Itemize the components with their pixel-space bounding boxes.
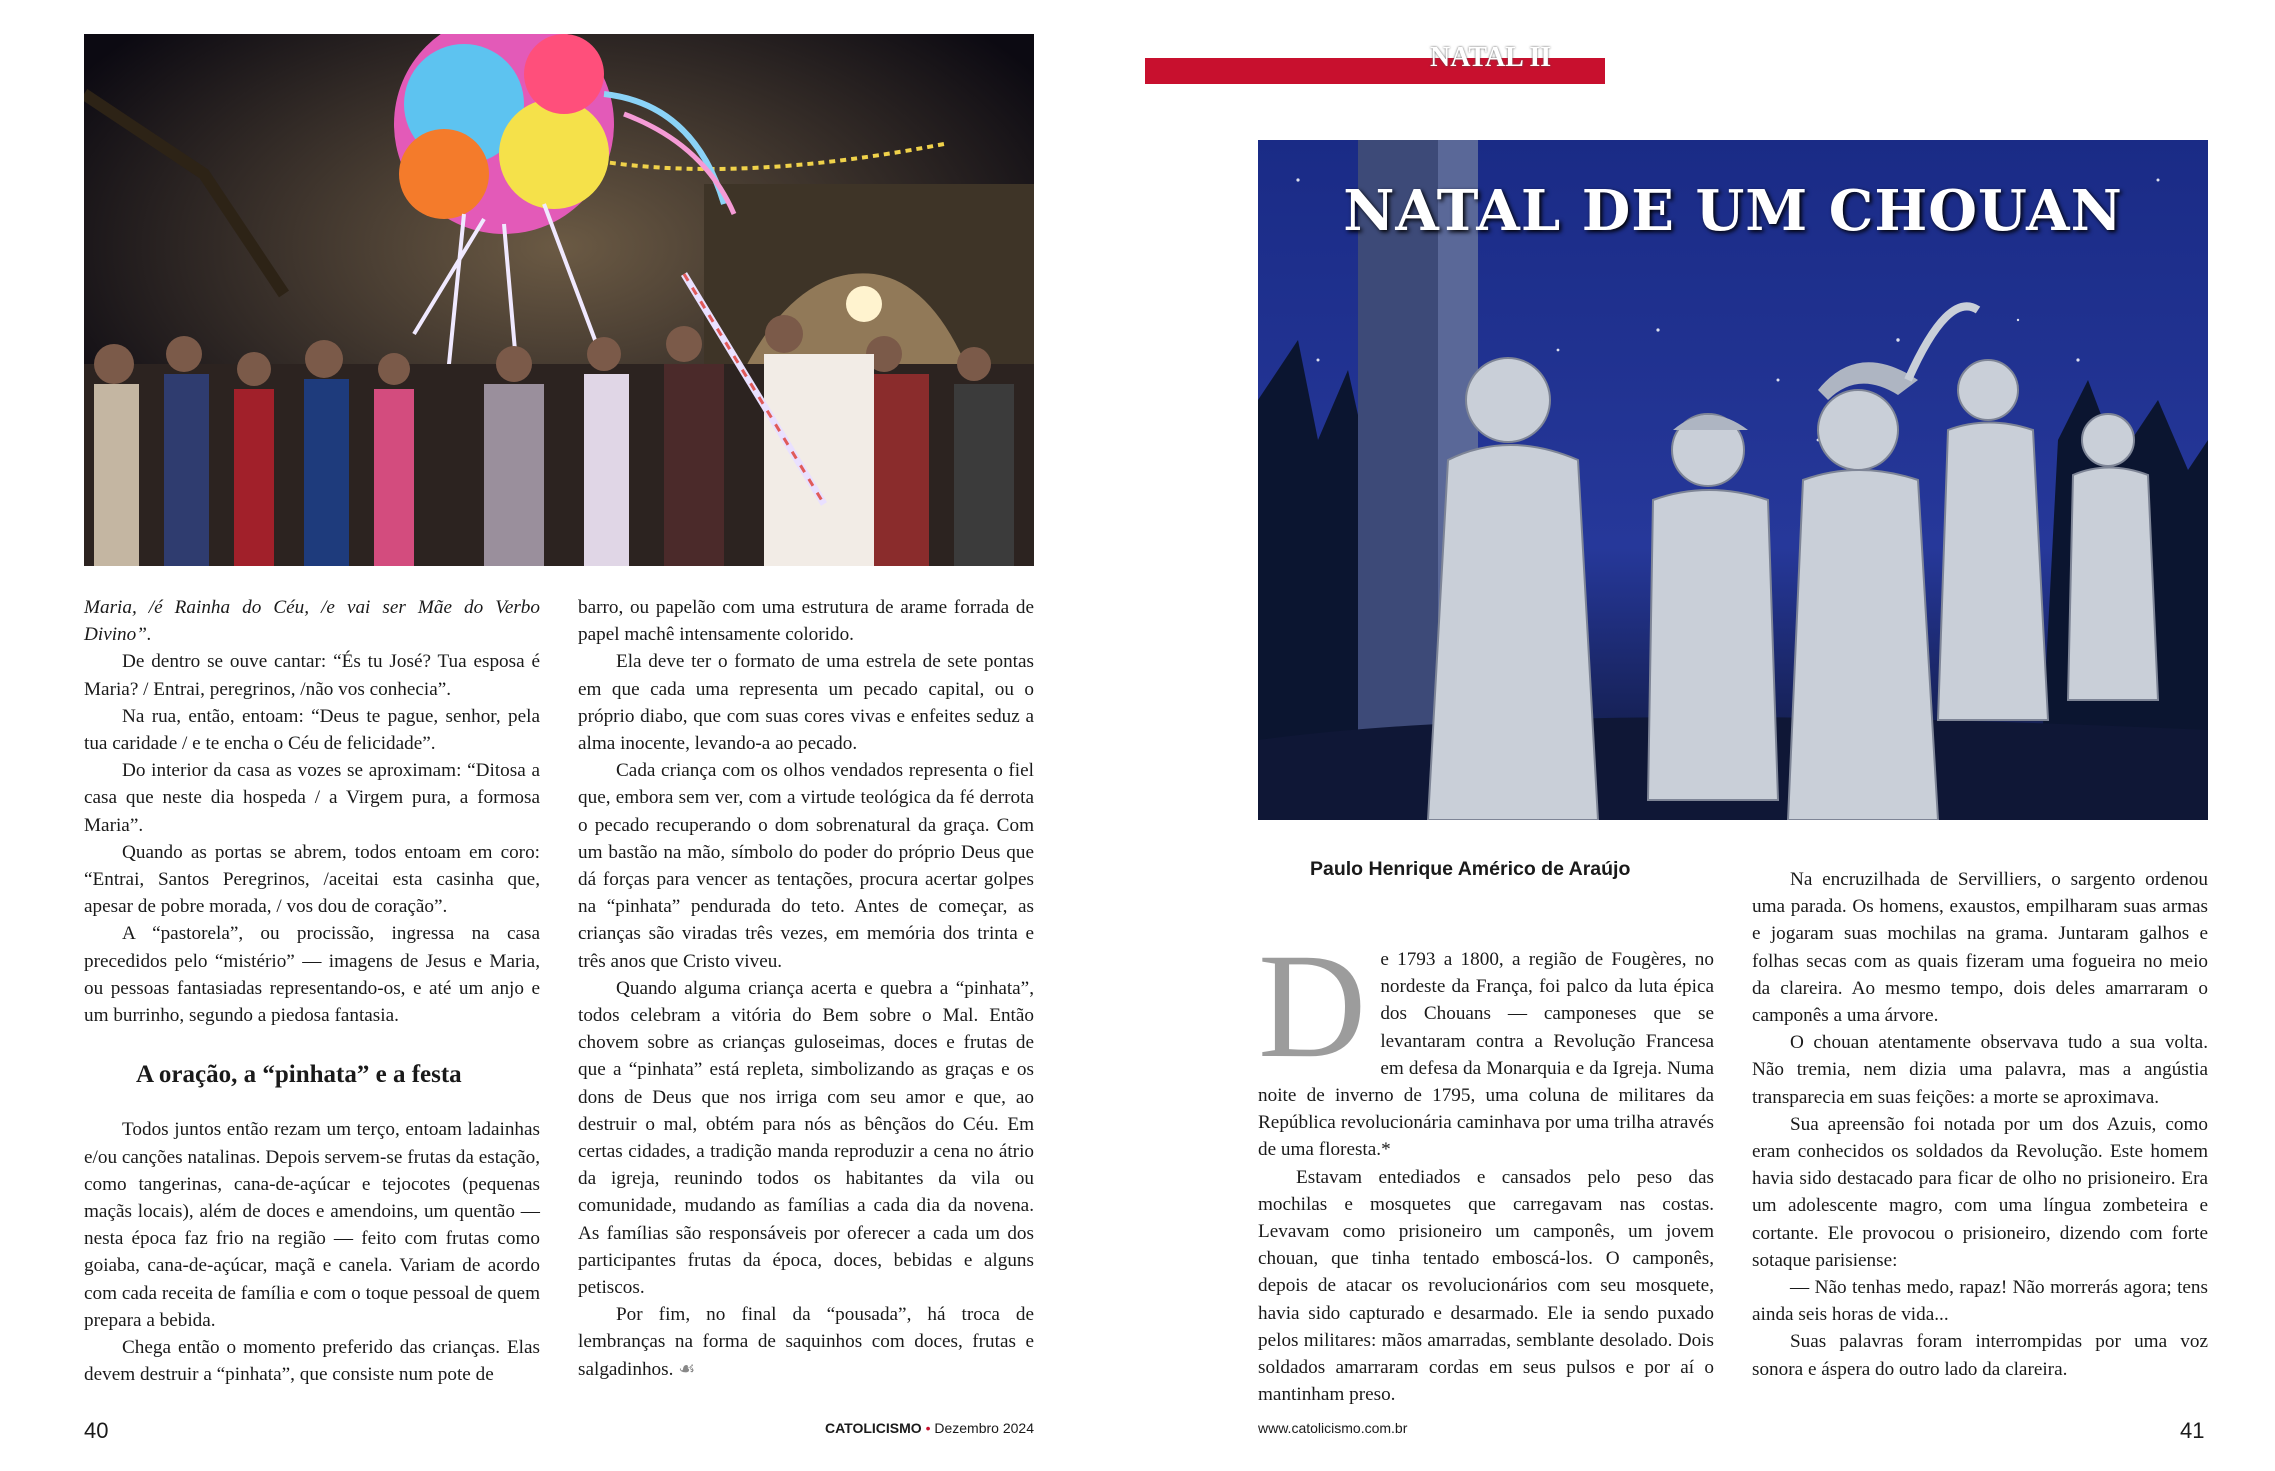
paragraph: Sua apreensão foi notada por um dos Azuis, como eram conhecidos os soldados da Revolução. Este homem havia sido destacado para ficar de olho no prisioneiro. Era um adolescente magro, com uma língua zombeteira e cortante. Ele provocou o prisioneiro, dizendo com forte sotaque parisiense:: [1752, 1113, 2208, 1271]
paragraph: Do interior da casa as vozes se aproximam: “Ditosa a casa que neste dia hospeda / a Virgem pura, a formosa Maria”.: [84, 760, 540, 836]
issue-date: Dezembro 2024: [934, 1420, 1034, 1436]
paragraph: Quando alguma criança acerta e quebra a “pinhata”, todos celebram a vitória do Bem sobre o Mal. Então chovem sobre as crianças guloseimas, doces e frutas de que a “pinhata” está repleta, simbolizando as graças e os dons de Deus que nos irriga com seu amor e que, ao destruir o mal, obtém para nós as bênçãos do Céu. Em certas cidades, a tradição manda reproduzir a cena no átrio da igreja, reunindo todos os habitantes da vila ou comunidade, mudando as famílias a cada dia da novena. As famílias são responsáveis por oferecer a cada um dos participantes frutas da época, doces, bebidas e alguns petiscos.: [578, 977, 1034, 1299]
magazine-name: CATOLICISMO: [824, 1420, 922, 1436]
article-title: NATAL DE UM CHOUAN: [1343, 178, 2123, 244]
end-mark-icon: ☙: [678, 1358, 696, 1380]
footer-separator: •: [925, 1420, 931, 1436]
paragraph: Suas palavras foram interrompidas por uma voz sonora e áspera do outro lado da clareira.: [1752, 1331, 2208, 1380]
section-tab-label: NATAL II: [1430, 42, 1552, 73]
paragraph: Chega então o momento preferido das crianças. Elas devem destruir a “pinhata”, que consiste num pote de: [84, 1337, 540, 1386]
paragraph: barro, ou papelão com uma estrutura de arame forrada de papel machê intensamente colorido.: [578, 597, 1034, 646]
paragraph: Ela deve ter o formato de uma estrela de sete pontas em que cada uma representa um pecado capital, ou o próprio diabo, que com suas cores vivas e enfeites seduz a alma inocente, levando-a ao pecado.: [578, 651, 1034, 755]
subheading: A oração, a “pinhata” e a festa: [136, 1061, 462, 1089]
page-number: 40: [84, 1418, 109, 1443]
page-number: 41: [2180, 1418, 2205, 1443]
byline: Paulo Henrique Américo de Araújo: [1310, 858, 1631, 880]
dropcap: D: [1258, 923, 1367, 1089]
pinata-photo: [84, 34, 1034, 566]
paragraph: O chouan atentamente observava tudo a sua volta. Não tremia, nem dizia uma palavra, mas a angústia transparecia em suas feições: a morte se aproximava.: [1752, 1032, 2208, 1108]
website-url[interactable]: www.catolicismo.com.br: [1258, 1420, 1408, 1436]
magazine-footer: [808, 1420, 1034, 1436]
pinata-photo-illustration: [84, 34, 1034, 566]
right-column-1: [1258, 923, 1714, 1408]
paragraph: Na rua, então, entoam: “Deus te pague, senhor, pela tua caridade / e te encha o Céu de felicidade”.: [84, 705, 540, 755]
left-column-2: [578, 594, 1034, 1383]
paragraph: Todos juntos então rezam um terço, entoam ladainhas e/ou canções natalinas. Depois servem-se frutas da estação, como tangerinas, cana-de-açúcar e tejocotes (pequenas maçãs locais), além de doces e amendoins, um quentão — nesta época faz frio na região — feito com frutas como goiaba, cana-de-açúcar, maçã e canela. Variam de acordo com cada receita de família e com o toque pessoal de quem prepara a bebida.: [84, 1119, 540, 1331]
paragraph: De 1793 a 1800, a região de Fougères, no nordeste da França, foi palco da luta épica dos Chouans — camponeses que se levantaram contra a Revolução Francesa em defesa da Monarquia e da Igreja. Numa noite de inverno de 1795, uma coluna de militares da República revolucionária caminhava por uma trilha através de uma floresta.*: [1258, 923, 1714, 1161]
paragraph: Maria, /é Rainha do Céu, /e vai ser Mãe do Verbo Divino”.: [84, 597, 540, 646]
left-column-1: [84, 594, 540, 1388]
paragraph: Por fim, no final da “pousada”, há troca de lembranças na forma de saquinhos com doces, frutas e salgadinhos. ☙: [578, 1304, 1034, 1380]
paragraph: Na encruzilhada de Servilliers, o sargento ordenou uma parada. Os homens, exaustos, empilharam suas armas e jogaram suas mochilas na grama. Juntaram galhos e folhas secas com as quais fizeram uma fogueira no meio da clareira. Ao mesmo tempo, dois deles amarraram o camponês a uma árvore.: [1752, 869, 2208, 1027]
paragraph: Estavam entediados e cansados pelo peso das mochilas e mosquetes que carregavam nas costas. Levavam como prisioneiro um camponês, um jovem chouan, que tinha tentado emboscá-los. O camponês, depois de atacar os revolucionários com seu mosquete, havia sido capturado e desarmado. Ele ia sendo puxado pelos militares: mãos amarradas, semblante desolado. Dois soldados amarraram cordas em seus pulsos e por aí o mantinham preso.: [1258, 1166, 1714, 1406]
paragraph: A “pastorela”, ou procissão, ingressa na casa precedidos pelo “mistério” — imagens de Jesus e Maria, ou pessoas fantasiadas representando-os, e até um anjo e um burrinho, segundo a piedosa fantasia.: [84, 923, 540, 1027]
paragraph: Cada criança com os olhos vendados representa o fiel que, embora sem ver, com a virtude teológica da fé derrota o pecado recuperando o dom sobrenatural da graça. Com um bastão na mão, símbolo do poder do próprio Deus que dá forças para vencer as tentações, procura acertar golpes na “pinhata” pendurada do teto. Antes de começar, as crianças são viradas três vezes, em memória dos trinta e três anos que Cristo viveu.: [578, 760, 1034, 972]
paragraph: Quando as portas se abrem, todos entoam em coro: “Entrai, Santos Peregrinos, /aceitai esta casinha que, apesar de pobre morada, / vos dou de coração”.: [84, 841, 540, 918]
paragraph: — Não tenhas medo, rapaz! Não morrerás agora; tens ainda seis horas de vida...: [1752, 1277, 2208, 1326]
paragraph: De dentro se ouve cantar: “És tu José? Tua esposa é Maria? / Entrai, peregrinos, /não vos conhecia”.: [84, 651, 540, 700]
right-column-2: [1752, 866, 2208, 1383]
